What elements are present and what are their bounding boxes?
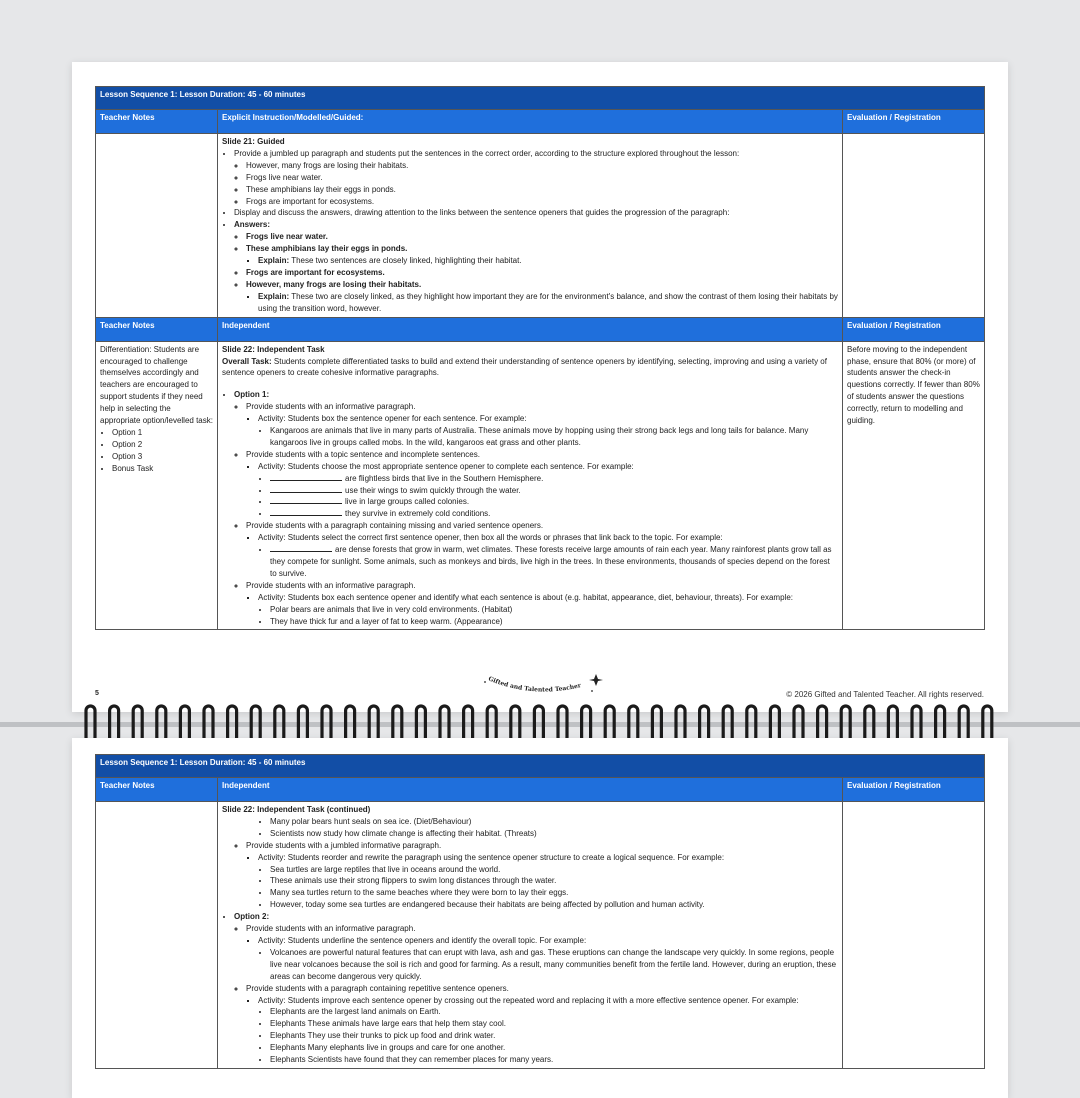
page-number: 5 [95, 690, 99, 697]
list-item: ◦ Provide students with an informative paragraph. ▪ Activity: Students box each sentence opener and identify what each sentence is about (e.g. habitat, appearance, diet, behaviour, threats). For example: • Polar bears are animals that live in very cold environments. (Habitat) • They have thick fur and a layer of fat to keep warm. (Appearance) [246, 580, 838, 628]
explain-item: ▪ Explain: These two sentences are closely linked, highlighting their habitat. [258, 255, 838, 267]
example-item: • Elephants These animals have large ears that help them stay cool. [270, 1018, 838, 1030]
list-item: ◦ Provide students with an informative paragraph. ▪ Activity: Students box the sentence opener for each sentence. For example: • Kangaroos are animals that live in many parts of Australia. These animals move by hopping using their strong back legs and long tails for balance. Many kangaroos live in groups called mobs. In the wild, kangaroos eat grass and other plants. [246, 401, 838, 449]
col-header-notes: Teacher Notes [96, 778, 218, 802]
list-item: ◦ Frogs are important for ecosystems. [246, 196, 838, 208]
col-header-notes: Teacher Notes [96, 317, 218, 341]
lesson-table-bottom [95, 754, 985, 1069]
example-item: • they survive in extremely cold conditions. [270, 508, 838, 520]
page-top [72, 62, 1008, 712]
col-header-instruction: Explicit Instruction/Modelled/Guided: [218, 110, 843, 134]
activity-item: ▪ Activity: Students box each sentence opener and identify what each sentence is about (e.g. habitat, appearance, diet, behaviour, threats). For example: • Polar bears are animals that live in very cold environments. (Habitat) • They have thick fur and a layer of fat to keep warm. (Appearance) [258, 592, 838, 628]
sequence-header: Lesson Sequence 1: Lesson Duration: 45 - 60 minutes [96, 755, 985, 778]
option-item: • Option 3 [112, 451, 213, 463]
notes-text: Differentiation: Students are encouraged to challenge themselves accordingly and teachers are encouraged to support students if they need help in selecting the appropriate option/levelled task: [100, 344, 213, 426]
notes-cell-empty [96, 802, 218, 1069]
activity-item: ▪ Activity: Students underline the sentence openers and identify the overall topic. For example: • Volcanoes are powerful natural features that can erupt with lava, ash and gas. These eruptions can change the landscape very quickly. In some regions, people live near volcanoes because the soil is rich and good for farming. As a result, many communities benefit from the fertile land. However, during an eruption, these areas can become dangerous very quickly. [258, 935, 838, 983]
slide-title: Slide 22: Independent Task [222, 344, 325, 354]
example-item: • Scientists now study how climate change is affecting their habitat. (Threats) [270, 828, 838, 840]
fill-blank [270, 473, 342, 481]
example-item: • These animals use their strong flippers to swim long distances through the water. [270, 875, 838, 887]
copyright-text: © 2026 Gifted and Talented Teacher. All rights reserved. [786, 690, 984, 699]
example-item: • Many polar bears hunt seals on sea ice. (Diet/Behaviour) [270, 816, 838, 828]
notes-cell-differentiation [96, 341, 218, 630]
list-item: ◦ Provide students with an informative paragraph. ▪ Activity: Students underline the sentence openers and identify the overall topic. For example: • Volcanoes are powerful natural features that can erupt with lava, ash and gas. These eruptions can change the landscape very quickly. In some regions, people live near volcanoes because the soil is rich and good for farming. As a result, many communities benefit from the fertile land. However, during an eruption, these areas can become dangerous very quickly. [246, 923, 838, 983]
fill-blank [270, 544, 332, 552]
slide-title: Slide 21: Guided [222, 137, 285, 146]
eval-cell-independent [843, 341, 985, 630]
list-item: ◦ However, many frogs are losing their habitats. [246, 160, 838, 172]
activity-item: ▪ Activity: Students box the sentence opener for each sentence. For example: • Kangaroos are animals that live in many parts of Australia. These animals move by hopping using their strong back legs and long tails for balance. Many kangaroos live in groups called mobs. In the wild, kangaroos eat grass and other plants. [258, 413, 838, 449]
logo-text: Gifted and Talented Teacher [487, 675, 582, 694]
col-header-instruction: Independent [218, 317, 843, 341]
page-bottom [72, 738, 1008, 1098]
svg-text:Gifted and Talented Teacher [487, 675, 582, 693]
instruction-cell-guided [218, 134, 843, 318]
eval-text: Before moving to the independent phase, ensure that 80% (or more) of students answer the check-in questions correctly. If fewer than 80% of students answer the questions correctly, return to modelling and guiding. [847, 344, 980, 426]
example-item: • are flightless birds that live in the Southern Hemisphere. [270, 473, 838, 485]
instruction-cell-independent [218, 341, 843, 630]
example-item: • They have thick fur and a layer of fat to keep warm. (Appearance) [270, 616, 838, 628]
option-item: • Bonus Task [112, 463, 213, 475]
example-item: • Elephants are the largest land animals on Earth. [270, 1006, 838, 1018]
answer-item: ◦ These amphibians lay their eggs in ponds. ▪ Explain: These two sentences are closely linked, highlighting their habitat. [246, 243, 838, 267]
list-item: ◦ Provide students with a paragraph containing missing and varied sentence openers. ▪ Activity: Students select the correct first sentence opener, then box all the words or phrases that link back to the topic. For example: • are dense forests that grow in warm, wet climates. These forests receive large amounts of rain each year. Many rainforest plants grow tall as they compete for sunlight. Some animals, such as monkeys and birds, live high in the trees. In these environments, thousands of species depend on the forest to survive. [246, 520, 838, 580]
option-heading: • Option 2: ◦ Provide students with an informative paragraph. ▪ Activity: Students underline the sentence openers and identify the overall topic. For example: • Volcanoes are powerful natural features that can erupt with lava, ash and gas. These eruptions can change the landscape very quickly. In some regions, people live near volcanoes because the soil is rich and good for farming. As a result, many communities benefit from the fertile land. However, during an eruption, these areas can become dangerous very quickly. ◦ Provide students with a paragraph containing repetitive sentence openers. ▪ Activity: Students improve each sentence opener by crossing out the repeated word and replacing it with a more effective sentence opener. For example: • Elephants are the largest land animals on Earth. • Elephants These animals have large ears that help them stay cool. • Elephants They use their trunks to pick up food and drink water. • Elephants Many elephants live in groups and care for one another. • Elephants Scientists have found that they can remember places for many years. [234, 911, 838, 1066]
example-item: • are dense forests that grow in warm, wet climates. These forests receive large amounts of rain each year. Many rainforest plants grow tall as they compete for sunlight. Some animals, such as monkeys and birds, live high in the trees. In these environments, thousands of species depend on the forest to survive. [270, 544, 838, 580]
list-item: ◦ Frogs live near water. [246, 172, 838, 184]
example-item: • live in large groups called colonies. [270, 496, 838, 508]
list-item: • Answers: ◦ Frogs live near water. ◦ These amphibians lay their eggs in ponds. ▪ Explain: These two sentences are closely linked, highlighting their habitat. ◦ Frogs are important for ecosystems. ◦ However, many frogs are losing their habitats. ▪ Explain: These two are closely linked, as they highlight how important they are for the environment's balance, and show the contrast of them losing their habitats by using the transition word, however. [234, 219, 838, 314]
list-item: ◦ Provide students with a jumbled informative paragraph. ▪ Activity: Students reorder and rewrite the paragraph using the sentence opener structure to create a logical sequence. For example: • Sea turtles are large reptiles that live in oceans around the world. • These animals use their strong flippers to swim long distances through the water. • Many sea turtles return to the same beaches where they were born to lay their eggs. • However, today some sea turtles are endangered because their habitats are being affected by pollution and human activity. [246, 840, 838, 911]
list-item: ◦ These amphibians lay their eggs in ponds. [246, 184, 838, 196]
example-item: • Many sea turtles return to the same beaches where they were born to lay their eggs. [270, 887, 838, 899]
col-header-eval: Evaluation / Registration [843, 778, 985, 802]
option-item: • Option 1 [112, 427, 213, 439]
example-item: • Volcanoes are powerful natural features that can erupt with lava, ash and gas. These eruptions can change the landscape very quickly. In some regions, people live near volcanoes because the soil is rich and good for farming. As a result, many communities benefit from the fertile land. However, during an eruption, these areas can become dangerous very quickly. [270, 947, 838, 983]
list-item: ◦ Provide students with a topic sentence and incomplete sentences. ▪ Activity: Students choose the most appropriate sentence opener to complete each sentence. For example: • are flightless birds that live in the Southern Hemisphere. • use their wings to swim quickly through the water. • live in large groups called colonies. • they survive in extremely cold conditions. [246, 449, 838, 520]
answer-item: ◦ Frogs live near water. [246, 231, 838, 243]
example-item: • Polar bears are animals that live in very cold environments. (Habitat) [270, 604, 838, 616]
eval-cell-empty [843, 802, 985, 1069]
activity-item: ▪ Activity: Students select the correct first sentence opener, then box all the words or phrases that link back to the topic. For example: • are dense forests that grow in warm, wet climates. These forests receive large amounts of rain each year. Many rainforest plants grow tall as they compete for sunlight. Some animals, such as monkeys and birds, live high in the trees. In these environments, thousands of species depend on the forest to survive. [258, 532, 838, 580]
col-header-instruction: Independent [218, 778, 843, 802]
fill-blank [270, 508, 342, 516]
sequence-header: Lesson Sequence 1: Lesson Duration: 45 - 60 minutes [96, 87, 985, 110]
list-item: • Provide a jumbled up paragraph and students put the sentences in the correct order, according to the structure explored throughout the lesson: ◦ However, many frogs are losing their habitats. ◦ Frogs live near water. ◦ These amphibians lay their eggs in ponds. ◦ Frogs are important for ecosystems. [234, 148, 838, 208]
example-item: • Sea turtles are large reptiles that live in oceans around the world. [270, 864, 838, 876]
list-item: • Display and discuss the answers, drawing attention to the links between the sentence openers that guides the progression of the paragraph: [234, 207, 838, 219]
example-item: • Elephants They use their trunks to pick up food and drink water. [270, 1030, 838, 1042]
list-item: ◦ Provide students with a paragraph containing repetitive sentence openers. ▪ Activity: Students improve each sentence opener by crossing out the repeated word and replacing it with a more effective sentence opener. For example: • Elephants are the largest land animals on Earth. • Elephants These animals have large ears that help them stay cool. • Elephants They use their trunks to pick up food and drink water. • Elephants Many elephants live in groups and care for one another. • Elephants Scientists have found that they can remember places for many years. [246, 983, 838, 1066]
answer-item: ◦ However, many frogs are losing their habitats. ▪ Explain: These two are closely linked, as they highlight how important they are for the environment's balance, and show the contrast of them losing their habitats by using the transition word, however. [246, 279, 838, 315]
notes-cell-empty [96, 134, 218, 318]
example-item: • Elephants Many elephants live in groups and care for one another. [270, 1042, 838, 1054]
example-item: • Kangaroos are animals that live in many parts of Australia. These animals move by hopping using their strong back legs and long tails for balance. Many kangaroos live in groups called mobs. In the wild, kangaroos eat grass and other plants. [270, 425, 838, 449]
option-heading: • Option 1: ◦ Provide students with an informative paragraph. ▪ Activity: Students box the sentence opener for each sentence. For example: • Kangaroos are animals that live in many parts of Australia. These animals move by hopping using their strong back legs and long tails for balance. Many kangaroos live in groups called mobs. In the wild, kangaroos eat grass and other plants. ◦ Provide students with a topic sentence and incomplete sentences. ▪ Activity: Students choose the most appropriate sentence opener to complete each sentence. For example: • are flightless birds that live in the Southern Hemisphere. • use their wings to swim quickly through the water. • live in large groups called colonies. • they survive in extremely cold conditions. ◦ Provide students with a paragraph containing missing and varied sentence openers. ▪ Activity: Students select the correct first sentence opener, then box all the words or phrases that link back to the topic. For example: • are dense forests that grow in warm, wet climates. These forests receive large amounts of rain each year. Many rainforest plants grow tall as they compete for sunlight. Some animals, such as monkeys and birds, live high in the trees. In these environments, thousands of species depend on the forest to survive. ◦ Provide students with an informative paragraph. ▪ Activity: Students box each sentence opener and identify what each sentence is about (e.g. habitat, appearance, diet, behaviour, threats). For example: • Polar bears are animals that live in very cold environments. (Habitat) • They have thick fur and a layer of fat to keep warm. (Appearance) [234, 389, 838, 627]
option-item: • Option 2 [112, 439, 213, 451]
example-item: • use their wings to swim quickly through the water. [270, 485, 838, 497]
overall-task: Overall Task: Students complete differentiated tasks to build and extend their understanding of sentence openers by identifying, selecting, improving and using a variety of sentence openers to create cohesive informative paragraphs. [222, 356, 827, 378]
answer-item: ◦ Frogs are important for ecosystems. [246, 267, 838, 279]
example-item: • Elephants Scientists have found that they can remember places for many years. [270, 1054, 838, 1066]
slide-title: Slide 22: Independent Task (continued) [222, 805, 371, 814]
col-header-notes: Teacher Notes [96, 110, 218, 134]
col-header-eval: Evaluation / Registration [843, 110, 985, 134]
instruction-cell-continued [218, 802, 843, 1069]
activity-item: ▪ Activity: Students improve each sentence opener by crossing out the repeated word and replacing it with a more effective sentence opener. For example: • Elephants are the largest land animals on Earth. • Elephants These animals have large ears that help them stay cool. • Elephants They use their trunks to pick up food and drink water. • Elephants Many elephants live in groups and care for one another. • Elephants Scientists have found that they can remember places for many years. [258, 995, 838, 1066]
col-header-eval: Evaluation / Registration [843, 317, 985, 341]
fill-blank [270, 485, 342, 493]
binding-strip [0, 722, 1080, 727]
lesson-table-top [95, 86, 985, 630]
activity-item: ▪ Activity: Students reorder and rewrite the paragraph using the sentence opener structure to create a logical sequence. For example: • Sea turtles are large reptiles that live in oceans around the world. • These animals use their strong flippers to swim long distances through the water. • Many sea turtles return to the same beaches where they were born to lay their eggs. • However, today some sea turtles are endangered because their habitats are being affected by pollution and human activity. [258, 852, 838, 912]
example-item: • However, today some sea turtles are endangered because their habitats are being affected by pollution and human activity. [270, 899, 838, 911]
activity-item: ▪ Activity: Students choose the most appropriate sentence opener to complete each sentence. For example: • are flightless birds that live in the Southern Hemisphere. • use their wings to swim quickly through the water. • live in large groups called colonies. • they survive in extremely cold conditions. [258, 461, 838, 521]
fill-blank [270, 496, 342, 504]
eval-cell-empty [843, 134, 985, 318]
explain-item: ▪ Explain: These two are closely linked, as they highlight how important they are for the environment's balance, and show the contrast of them losing their habitats by using the transition word, however. [258, 291, 838, 315]
